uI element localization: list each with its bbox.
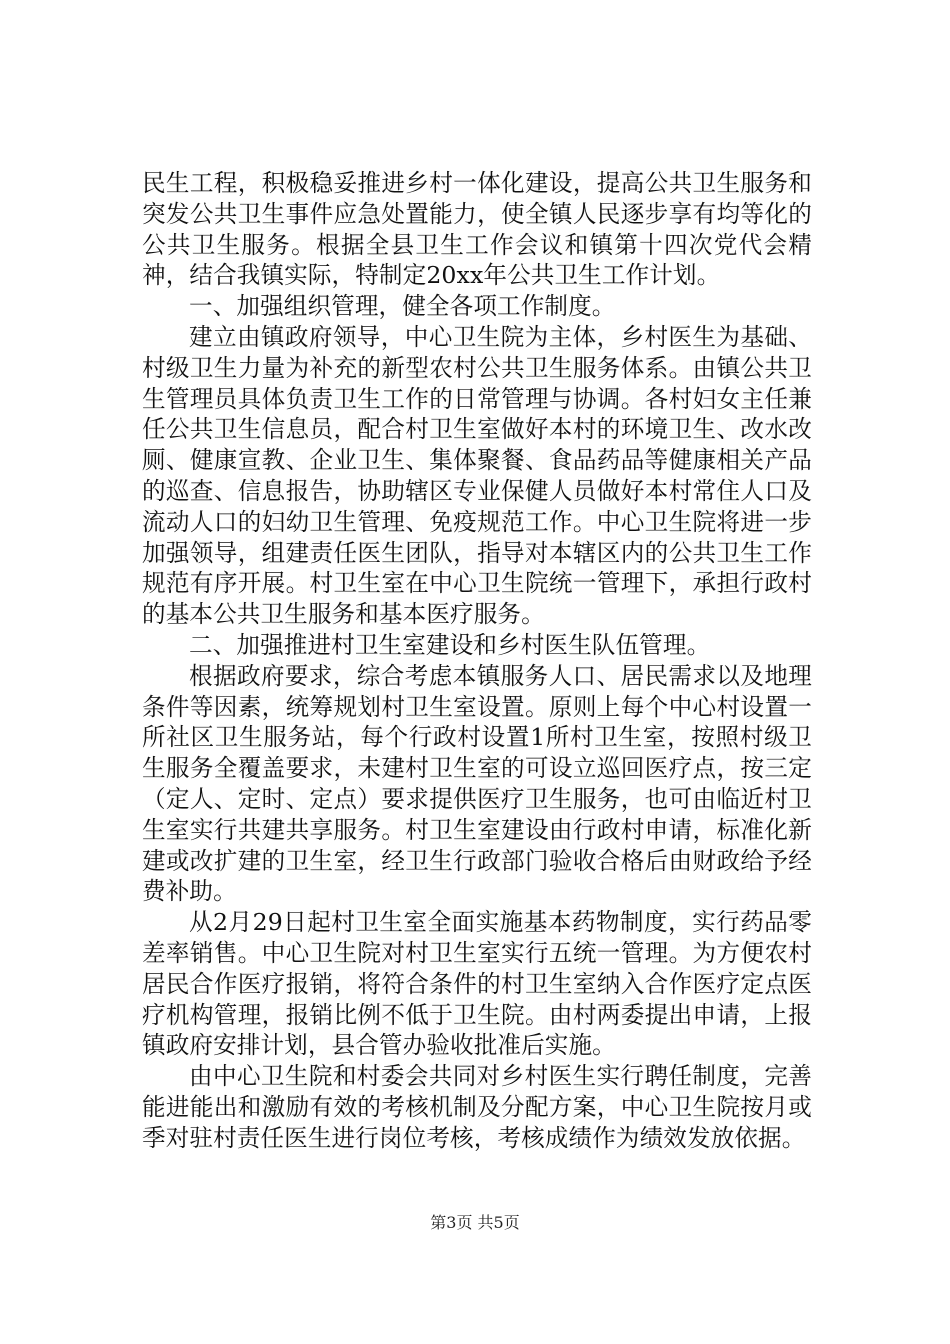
paragraph-clinic-planning: 根据政府要求，综合考虑本镇服务人口、居民需求以及地理条件等因素，统筹规划村卫生室设置。原则上每个中心村设置一所社区卫生服务站，每个行政村设置1所村卫生室，按照村级卫生服务全覆盖要求，未建村卫生室的可设立巡回医疗点，按三定（定人、定时、定点）要求提供医疗卫生服务，也可由临近村卫生室实行共建共享服务。村卫生室建设由行政村申请，标准化新建或改扩建的卫生室，经卫生行政部门验收合格后由财政给予经费补助。	[142, 661, 812, 906]
paragraph-doctor-appointment: 由中心卫生院和村委会共同对乡村医生实行聘任制度，完善能进能出和激励有效的考核机制及分配方案，中心卫生院按月或季对驻村责任医生进行岗位考核，考核成绩作为绩效发放依据。	[142, 1062, 812, 1152]
page-number-footer: 第3页 共5页	[430, 1213, 520, 1232]
paragraph-organization: 建立由镇政府领导，中心卫生院为主体，乡村医生为基础、村级卫生力量为补充的新型农村公共卫生服务体系。由镇公共卫生管理员具体负责卫生工作的日常管理与协调。各村妇女主任兼任公共卫生信息员，配合村卫生室做好本村的环境卫生、改水改厕、健康宣教、企业卫生、集体聚餐、食品药品等健康相关产品的巡查、信息报告，协助辖区专业保健人员做好本村常住人口及流动人口的妇幼卫生管理、免疫规范工作。中心卫生院将进一步加强领导，组建责任医生团队，指导对本辖区内的公共卫生工作规范有序开展。村卫生室在中心卫生院统一管理下，承担行政村的基本公共卫生服务和基本医疗服务。	[142, 322, 812, 629]
paragraph-intro-continued: 民生工程，积极稳妥推进乡村一体化建设，提高公共卫生服务和突发公共卫生事件应急处置能力，使全镇人民逐步享有均等化的公共卫生服务。根据全县卫生工作会议和镇第十四次党代会精神，结合我镇实际，特制定20xx年公共卫生工作计划。	[142, 169, 812, 290]
document-body	[142, 168, 812, 1154]
section-heading-2: 二、加强推进村卫生室建设和乡村医生队伍管理。	[189, 630, 711, 659]
paragraph-essential-drugs: 从2月29日起村卫生室全面实施基本药物制度，实行药品零差率销售。中心卫生院对村卫生室实行五统一管理。为方便农村居民合作医疗报销，将符合条件的村卫生室纳入合作医疗定点医疗机构管理，报销比例不低于卫生院。由村两委提出申请，上报镇政府安排计划，县合管办验收批准后实施。	[142, 908, 812, 1060]
section-heading-1: 一、加强组织管理，健全各项工作制度。	[189, 292, 616, 321]
